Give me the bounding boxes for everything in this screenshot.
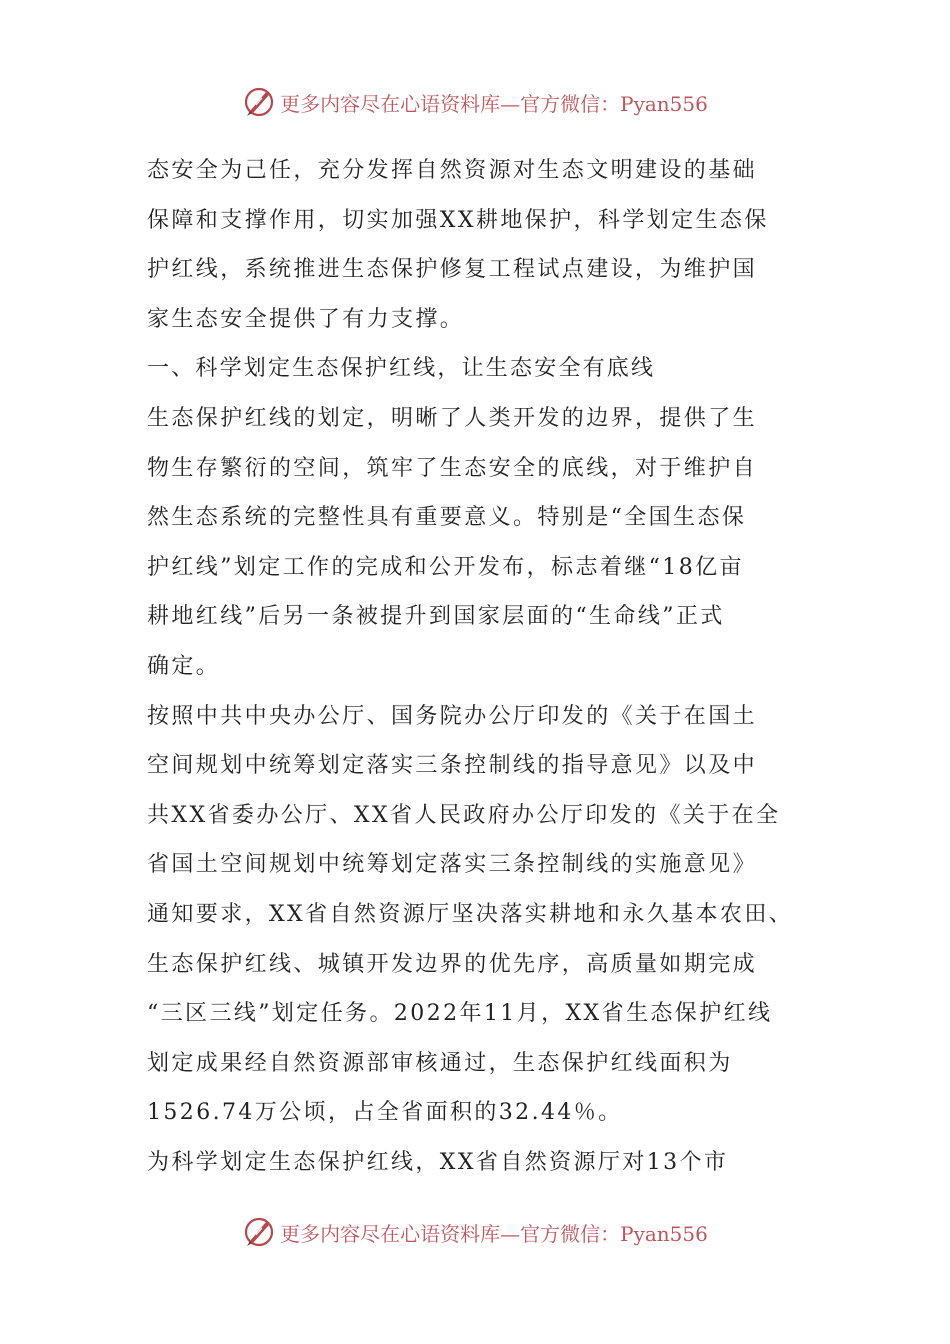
section-heading: 一、科学划定生态保护红线，让生态安全有底线 bbox=[147, 356, 656, 382]
paragraph-line: 护红线”划定工作的完成和公开发布，标志着继“18亿亩 bbox=[147, 554, 744, 580]
paragraph-line: 物生存繁衍的空间，筑牢了生态安全的底线，对于维护自 bbox=[147, 455, 758, 481]
header-banner-text: 更多内容尽在心语资料库—官方微信：Pyan556 bbox=[280, 91, 708, 116]
document-body bbox=[147, 146, 809, 1187]
paragraph-line: 为科学划定生态保护红线，XX省自然资源厅对13个市 bbox=[147, 1149, 729, 1175]
quill-pen-circle-icon bbox=[242, 1215, 276, 1249]
paragraph-line: 保障和支撑作用，切实加强XX耕地保护，科学划定生态保 bbox=[147, 207, 769, 233]
paragraph-line: 1526.74万公顷，占全省面积的32.44％。 bbox=[147, 1100, 623, 1126]
paragraph-line: 家生态安全提供了有力支撑。 bbox=[147, 306, 465, 332]
paragraph-line: 空间规划中统筹划定落实三条控制线的指导意见》以及中 bbox=[147, 753, 758, 779]
paragraph-line: 通知要求，XX省自然资源厅坚决落实耕地和永久基本农田、 bbox=[147, 901, 794, 927]
paragraph-line: 护红线，系统推进生态保护修复工程试点建设，为维护国 bbox=[147, 257, 758, 283]
paragraph-line: 生态保护红线的划定，明晰了人类开发的边界，提供了生 bbox=[147, 405, 758, 431]
paragraph-line: 然生态系统的完整性具有重要意义。特别是“全国生态保 bbox=[147, 505, 747, 531]
paragraph-line: “三区三线”划定任务。2022年11月，XX省生态保护红线 bbox=[147, 1001, 773, 1027]
paragraph-line: 共XX省委办公厅、XX省人民政府办公厅印发的《关于在全 bbox=[147, 802, 781, 828]
paragraph-line: 耕地红线”后另一条被提升到国家层面的“生命线”正式 bbox=[147, 604, 725, 630]
paragraph-line: 态安全为己任，充分发挥自然资源对生态文明建设的基础 bbox=[147, 158, 758, 183]
footer-banner-text: 更多内容尽在心语资料库—官方微信：Pyan556 bbox=[280, 1221, 708, 1246]
header-watermark-banner bbox=[0, 82, 950, 122]
paragraph-line: 划定成果经自然资源部审核通过，生态保护红线面积为 bbox=[147, 1050, 733, 1076]
paragraph-line: 确定。 bbox=[147, 653, 221, 679]
paragraph-line: 生态保护红线、城镇开发边界的优先序，高质量如期完成 bbox=[147, 951, 758, 977]
paragraph-line: 按照中共中央办公厅、国务院办公厅印发的《关于在国土 bbox=[147, 703, 758, 729]
quill-pen-circle-icon bbox=[242, 85, 276, 119]
footer-watermark-banner bbox=[0, 1212, 950, 1252]
paragraph-line: 省国土空间规划中统筹划定落实三条控制线的实施意见》 bbox=[147, 852, 758, 878]
